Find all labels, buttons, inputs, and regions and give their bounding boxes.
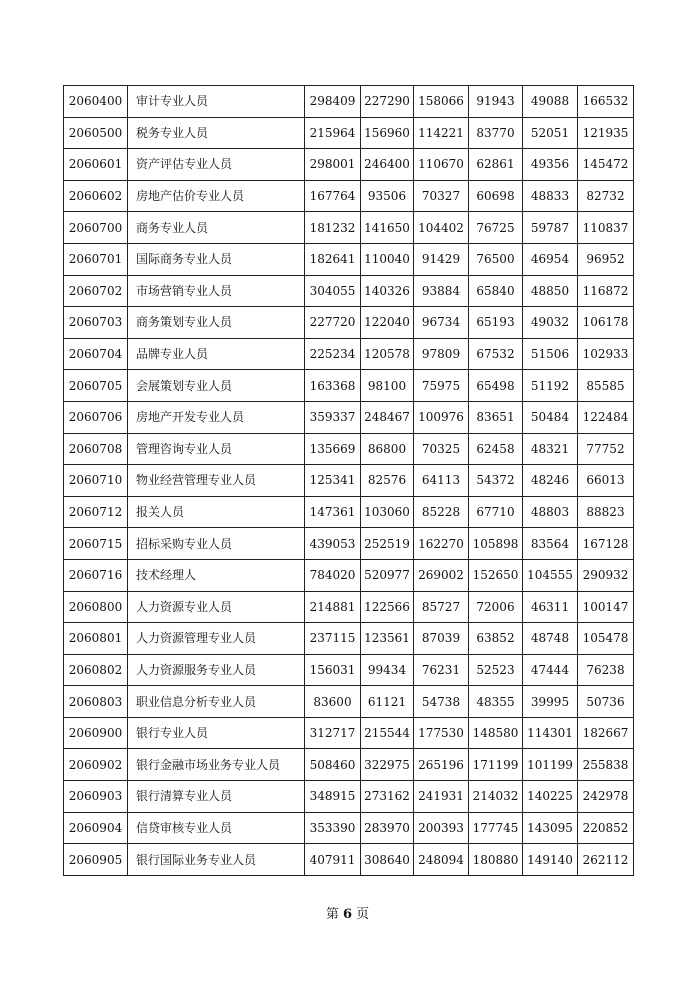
occupation-code-cell: 2060708 bbox=[64, 433, 128, 465]
value-cell: 180880 bbox=[469, 844, 523, 876]
occupation-code-cell: 2060500 bbox=[64, 117, 128, 149]
value-cell: 110040 bbox=[361, 243, 414, 275]
value-cell: 76231 bbox=[414, 654, 469, 686]
occupation-code-cell: 2060702 bbox=[64, 275, 128, 307]
occupation-name-cell: 审计专业人员 bbox=[128, 86, 305, 118]
value-cell: 158066 bbox=[414, 86, 469, 118]
value-cell: 82732 bbox=[578, 180, 634, 212]
value-cell: 82576 bbox=[361, 465, 414, 497]
value-cell: 83651 bbox=[469, 401, 523, 433]
occupation-name-cell: 会展策划专业人员 bbox=[128, 370, 305, 402]
value-cell: 47444 bbox=[523, 654, 578, 686]
occupation-code-cell: 2060904 bbox=[64, 812, 128, 844]
value-cell: 135669 bbox=[305, 433, 361, 465]
occupation-name-cell: 人力资源管理专业人员 bbox=[128, 623, 305, 655]
value-cell: 54372 bbox=[469, 465, 523, 497]
occupation-name-cell: 市场营销专业人员 bbox=[128, 275, 305, 307]
value-cell: 60698 bbox=[469, 180, 523, 212]
occupation-name-cell: 国际商务专业人员 bbox=[128, 243, 305, 275]
value-cell: 103060 bbox=[361, 496, 414, 528]
value-cell: 61121 bbox=[361, 686, 414, 718]
value-cell: 86800 bbox=[361, 433, 414, 465]
value-cell: 62458 bbox=[469, 433, 523, 465]
value-cell: 120578 bbox=[361, 338, 414, 370]
value-cell: 76725 bbox=[469, 212, 523, 244]
table-row bbox=[64, 812, 634, 844]
value-cell: 262112 bbox=[578, 844, 634, 876]
value-cell: 67710 bbox=[469, 496, 523, 528]
value-cell: 65193 bbox=[469, 307, 523, 339]
value-cell: 242978 bbox=[578, 781, 634, 813]
value-cell: 225234 bbox=[305, 338, 361, 370]
occupation-name-cell: 银行专业人员 bbox=[128, 717, 305, 749]
table-row bbox=[64, 465, 634, 497]
value-cell: 156960 bbox=[361, 117, 414, 149]
value-cell: 140326 bbox=[361, 275, 414, 307]
table-body bbox=[64, 86, 634, 876]
footer-prefix: 第 bbox=[325, 907, 339, 922]
value-cell: 298409 bbox=[305, 86, 361, 118]
value-cell: 283970 bbox=[361, 812, 414, 844]
value-cell: 167128 bbox=[578, 528, 634, 560]
occupation-code-cell: 2060716 bbox=[64, 559, 128, 591]
value-cell: 227290 bbox=[361, 86, 414, 118]
occupation-name-cell: 人力资源服务专业人员 bbox=[128, 654, 305, 686]
value-cell: 353390 bbox=[305, 812, 361, 844]
occupation-code-cell: 2060803 bbox=[64, 686, 128, 718]
value-cell: 100147 bbox=[578, 591, 634, 623]
value-cell: 99434 bbox=[361, 654, 414, 686]
value-cell: 215544 bbox=[361, 717, 414, 749]
value-cell: 200393 bbox=[414, 812, 469, 844]
value-cell: 65840 bbox=[469, 275, 523, 307]
value-cell: 48748 bbox=[523, 623, 578, 655]
table-row bbox=[64, 117, 634, 149]
table-row bbox=[64, 844, 634, 876]
value-cell: 104402 bbox=[414, 212, 469, 244]
occupation-name-cell: 税务专业人员 bbox=[128, 117, 305, 149]
value-cell: 97809 bbox=[414, 338, 469, 370]
table-row bbox=[64, 275, 634, 307]
value-cell: 141650 bbox=[361, 212, 414, 244]
occupation-code-cell: 2060704 bbox=[64, 338, 128, 370]
value-cell: 48833 bbox=[523, 180, 578, 212]
value-cell: 248467 bbox=[361, 401, 414, 433]
value-cell: 63852 bbox=[469, 623, 523, 655]
occupation-name-cell: 报关人员 bbox=[128, 496, 305, 528]
table-row bbox=[64, 86, 634, 118]
value-cell: 140225 bbox=[523, 781, 578, 813]
value-cell: 48850 bbox=[523, 275, 578, 307]
value-cell: 122040 bbox=[361, 307, 414, 339]
value-cell: 85228 bbox=[414, 496, 469, 528]
value-cell: 273162 bbox=[361, 781, 414, 813]
value-cell: 102933 bbox=[578, 338, 634, 370]
value-cell: 110837 bbox=[578, 212, 634, 244]
value-cell: 348915 bbox=[305, 781, 361, 813]
occupation-code-cell: 2060400 bbox=[64, 86, 128, 118]
value-cell: 91943 bbox=[469, 86, 523, 118]
value-cell: 72006 bbox=[469, 591, 523, 623]
value-cell: 50736 bbox=[578, 686, 634, 718]
occupation-code-cell: 2060715 bbox=[64, 528, 128, 560]
occupation-code-cell: 2060703 bbox=[64, 307, 128, 339]
value-cell: 214032 bbox=[469, 781, 523, 813]
table-row bbox=[64, 370, 634, 402]
value-cell: 48803 bbox=[523, 496, 578, 528]
value-cell: 359337 bbox=[305, 401, 361, 433]
value-cell: 48355 bbox=[469, 686, 523, 718]
occupation-code-cell: 2060902 bbox=[64, 749, 128, 781]
value-cell: 100976 bbox=[414, 401, 469, 433]
value-cell: 49356 bbox=[523, 149, 578, 181]
page-footer bbox=[0, 903, 695, 922]
value-cell: 96734 bbox=[414, 307, 469, 339]
value-cell: 51192 bbox=[523, 370, 578, 402]
occupation-code-cell: 2060602 bbox=[64, 180, 128, 212]
table-row bbox=[64, 781, 634, 813]
value-cell: 214881 bbox=[305, 591, 361, 623]
value-cell: 114221 bbox=[414, 117, 469, 149]
table-row bbox=[64, 180, 634, 212]
table-row bbox=[64, 623, 634, 655]
value-cell: 93884 bbox=[414, 275, 469, 307]
value-cell: 67532 bbox=[469, 338, 523, 370]
page-number: 6 bbox=[342, 907, 353, 922]
table-row bbox=[64, 686, 634, 718]
value-cell: 407911 bbox=[305, 844, 361, 876]
value-cell: 215964 bbox=[305, 117, 361, 149]
value-cell: 312717 bbox=[305, 717, 361, 749]
occupation-name-cell: 技术经理人 bbox=[128, 559, 305, 591]
value-cell: 237115 bbox=[305, 623, 361, 655]
value-cell: 87039 bbox=[414, 623, 469, 655]
table-row bbox=[64, 717, 634, 749]
occupation-code-cell: 2060706 bbox=[64, 401, 128, 433]
value-cell: 167764 bbox=[305, 180, 361, 212]
value-cell: 304055 bbox=[305, 275, 361, 307]
occupation-code-cell: 2060705 bbox=[64, 370, 128, 402]
value-cell: 220852 bbox=[578, 812, 634, 844]
occupation-name-cell: 物业经营管理专业人员 bbox=[128, 465, 305, 497]
value-cell: 76238 bbox=[578, 654, 634, 686]
value-cell: 96952 bbox=[578, 243, 634, 275]
value-cell: 83564 bbox=[523, 528, 578, 560]
occupation-name-cell: 银行国际业务专业人员 bbox=[128, 844, 305, 876]
value-cell: 46311 bbox=[523, 591, 578, 623]
value-cell: 290932 bbox=[578, 559, 634, 591]
table-row bbox=[64, 307, 634, 339]
value-cell: 48246 bbox=[523, 465, 578, 497]
value-cell: 64113 bbox=[414, 465, 469, 497]
value-cell: 54738 bbox=[414, 686, 469, 718]
occupation-code-cell: 2060801 bbox=[64, 623, 128, 655]
table-row bbox=[64, 559, 634, 591]
value-cell: 85585 bbox=[578, 370, 634, 402]
value-cell: 65498 bbox=[469, 370, 523, 402]
value-cell: 125341 bbox=[305, 465, 361, 497]
value-cell: 143095 bbox=[523, 812, 578, 844]
value-cell: 308640 bbox=[361, 844, 414, 876]
value-cell: 171199 bbox=[469, 749, 523, 781]
value-cell: 91429 bbox=[414, 243, 469, 275]
footer-suffix: 页 bbox=[356, 907, 370, 922]
table-row bbox=[64, 749, 634, 781]
value-cell: 252519 bbox=[361, 528, 414, 560]
value-cell: 269002 bbox=[414, 559, 469, 591]
table-row bbox=[64, 212, 634, 244]
occupation-code-cell: 2060802 bbox=[64, 654, 128, 686]
table-row bbox=[64, 528, 634, 560]
value-cell: 70325 bbox=[414, 433, 469, 465]
occupation-name-cell: 商务专业人员 bbox=[128, 212, 305, 244]
salary-table bbox=[63, 85, 634, 876]
value-cell: 784020 bbox=[305, 559, 361, 591]
value-cell: 322975 bbox=[361, 749, 414, 781]
value-cell: 241931 bbox=[414, 781, 469, 813]
occupation-name-cell: 房地产开发专业人员 bbox=[128, 401, 305, 433]
value-cell: 98100 bbox=[361, 370, 414, 402]
value-cell: 39995 bbox=[523, 686, 578, 718]
value-cell: 156031 bbox=[305, 654, 361, 686]
value-cell: 148580 bbox=[469, 717, 523, 749]
value-cell: 152650 bbox=[469, 559, 523, 591]
value-cell: 122566 bbox=[361, 591, 414, 623]
value-cell: 110670 bbox=[414, 149, 469, 181]
occupation-name-cell: 招标采购专业人员 bbox=[128, 528, 305, 560]
value-cell: 255838 bbox=[578, 749, 634, 781]
occupation-name-cell: 品牌专业人员 bbox=[128, 338, 305, 370]
value-cell: 227720 bbox=[305, 307, 361, 339]
value-cell: 52051 bbox=[523, 117, 578, 149]
value-cell: 147361 bbox=[305, 496, 361, 528]
table-row bbox=[64, 433, 634, 465]
occupation-name-cell: 资产评估专业人员 bbox=[128, 149, 305, 181]
value-cell: 46954 bbox=[523, 243, 578, 275]
occupation-name-cell: 人力资源专业人员 bbox=[128, 591, 305, 623]
table-row bbox=[64, 149, 634, 181]
value-cell: 163368 bbox=[305, 370, 361, 402]
value-cell: 83600 bbox=[305, 686, 361, 718]
occupation-code-cell: 2060701 bbox=[64, 243, 128, 275]
value-cell: 121935 bbox=[578, 117, 634, 149]
occupation-name-cell: 管理咨询专业人员 bbox=[128, 433, 305, 465]
value-cell: 77752 bbox=[578, 433, 634, 465]
value-cell: 177530 bbox=[414, 717, 469, 749]
value-cell: 106178 bbox=[578, 307, 634, 339]
occupation-name-cell: 银行金融市场业务专业人员 bbox=[128, 749, 305, 781]
occupation-code-cell: 2060905 bbox=[64, 844, 128, 876]
value-cell: 104555 bbox=[523, 559, 578, 591]
occupation-name-cell: 职业信息分析专业人员 bbox=[128, 686, 305, 718]
occupation-code-cell: 2060712 bbox=[64, 496, 128, 528]
value-cell: 123561 bbox=[361, 623, 414, 655]
value-cell: 182641 bbox=[305, 243, 361, 275]
value-cell: 248094 bbox=[414, 844, 469, 876]
value-cell: 70327 bbox=[414, 180, 469, 212]
value-cell: 182667 bbox=[578, 717, 634, 749]
table-row bbox=[64, 243, 634, 275]
table-row bbox=[64, 591, 634, 623]
value-cell: 48321 bbox=[523, 433, 578, 465]
value-cell: 177745 bbox=[469, 812, 523, 844]
value-cell: 49088 bbox=[523, 86, 578, 118]
value-cell: 508460 bbox=[305, 749, 361, 781]
value-cell: 49032 bbox=[523, 307, 578, 339]
value-cell: 298001 bbox=[305, 149, 361, 181]
value-cell: 85727 bbox=[414, 591, 469, 623]
value-cell: 66013 bbox=[578, 465, 634, 497]
occupation-code-cell: 2060800 bbox=[64, 591, 128, 623]
value-cell: 145472 bbox=[578, 149, 634, 181]
value-cell: 181232 bbox=[305, 212, 361, 244]
occupation-code-cell: 2060700 bbox=[64, 212, 128, 244]
value-cell: 52523 bbox=[469, 654, 523, 686]
value-cell: 246400 bbox=[361, 149, 414, 181]
value-cell: 162270 bbox=[414, 528, 469, 560]
value-cell: 88823 bbox=[578, 496, 634, 528]
value-cell: 50484 bbox=[523, 401, 578, 433]
value-cell: 59787 bbox=[523, 212, 578, 244]
value-cell: 62861 bbox=[469, 149, 523, 181]
occupation-name-cell: 房地产估价专业人员 bbox=[128, 180, 305, 212]
table-row bbox=[64, 338, 634, 370]
table-row bbox=[64, 401, 634, 433]
table-row bbox=[64, 654, 634, 686]
occupation-code-cell: 2060900 bbox=[64, 717, 128, 749]
value-cell: 51506 bbox=[523, 338, 578, 370]
value-cell: 83770 bbox=[469, 117, 523, 149]
occupation-name-cell: 信贷审核专业人员 bbox=[128, 812, 305, 844]
value-cell: 105478 bbox=[578, 623, 634, 655]
value-cell: 105898 bbox=[469, 528, 523, 560]
value-cell: 265196 bbox=[414, 749, 469, 781]
occupation-code-cell: 2060710 bbox=[64, 465, 128, 497]
value-cell: 166532 bbox=[578, 86, 634, 118]
value-cell: 93506 bbox=[361, 180, 414, 212]
value-cell: 520977 bbox=[361, 559, 414, 591]
value-cell: 149140 bbox=[523, 844, 578, 876]
value-cell: 75975 bbox=[414, 370, 469, 402]
occupation-code-cell: 2060903 bbox=[64, 781, 128, 813]
occupation-code-cell: 2060601 bbox=[64, 149, 128, 181]
value-cell: 101199 bbox=[523, 749, 578, 781]
value-cell: 439053 bbox=[305, 528, 361, 560]
occupation-name-cell: 银行清算专业人员 bbox=[128, 781, 305, 813]
value-cell: 114301 bbox=[523, 717, 578, 749]
value-cell: 116872 bbox=[578, 275, 634, 307]
table-row bbox=[64, 496, 634, 528]
occupation-name-cell: 商务策划专业人员 bbox=[128, 307, 305, 339]
value-cell: 76500 bbox=[469, 243, 523, 275]
value-cell: 122484 bbox=[578, 401, 634, 433]
